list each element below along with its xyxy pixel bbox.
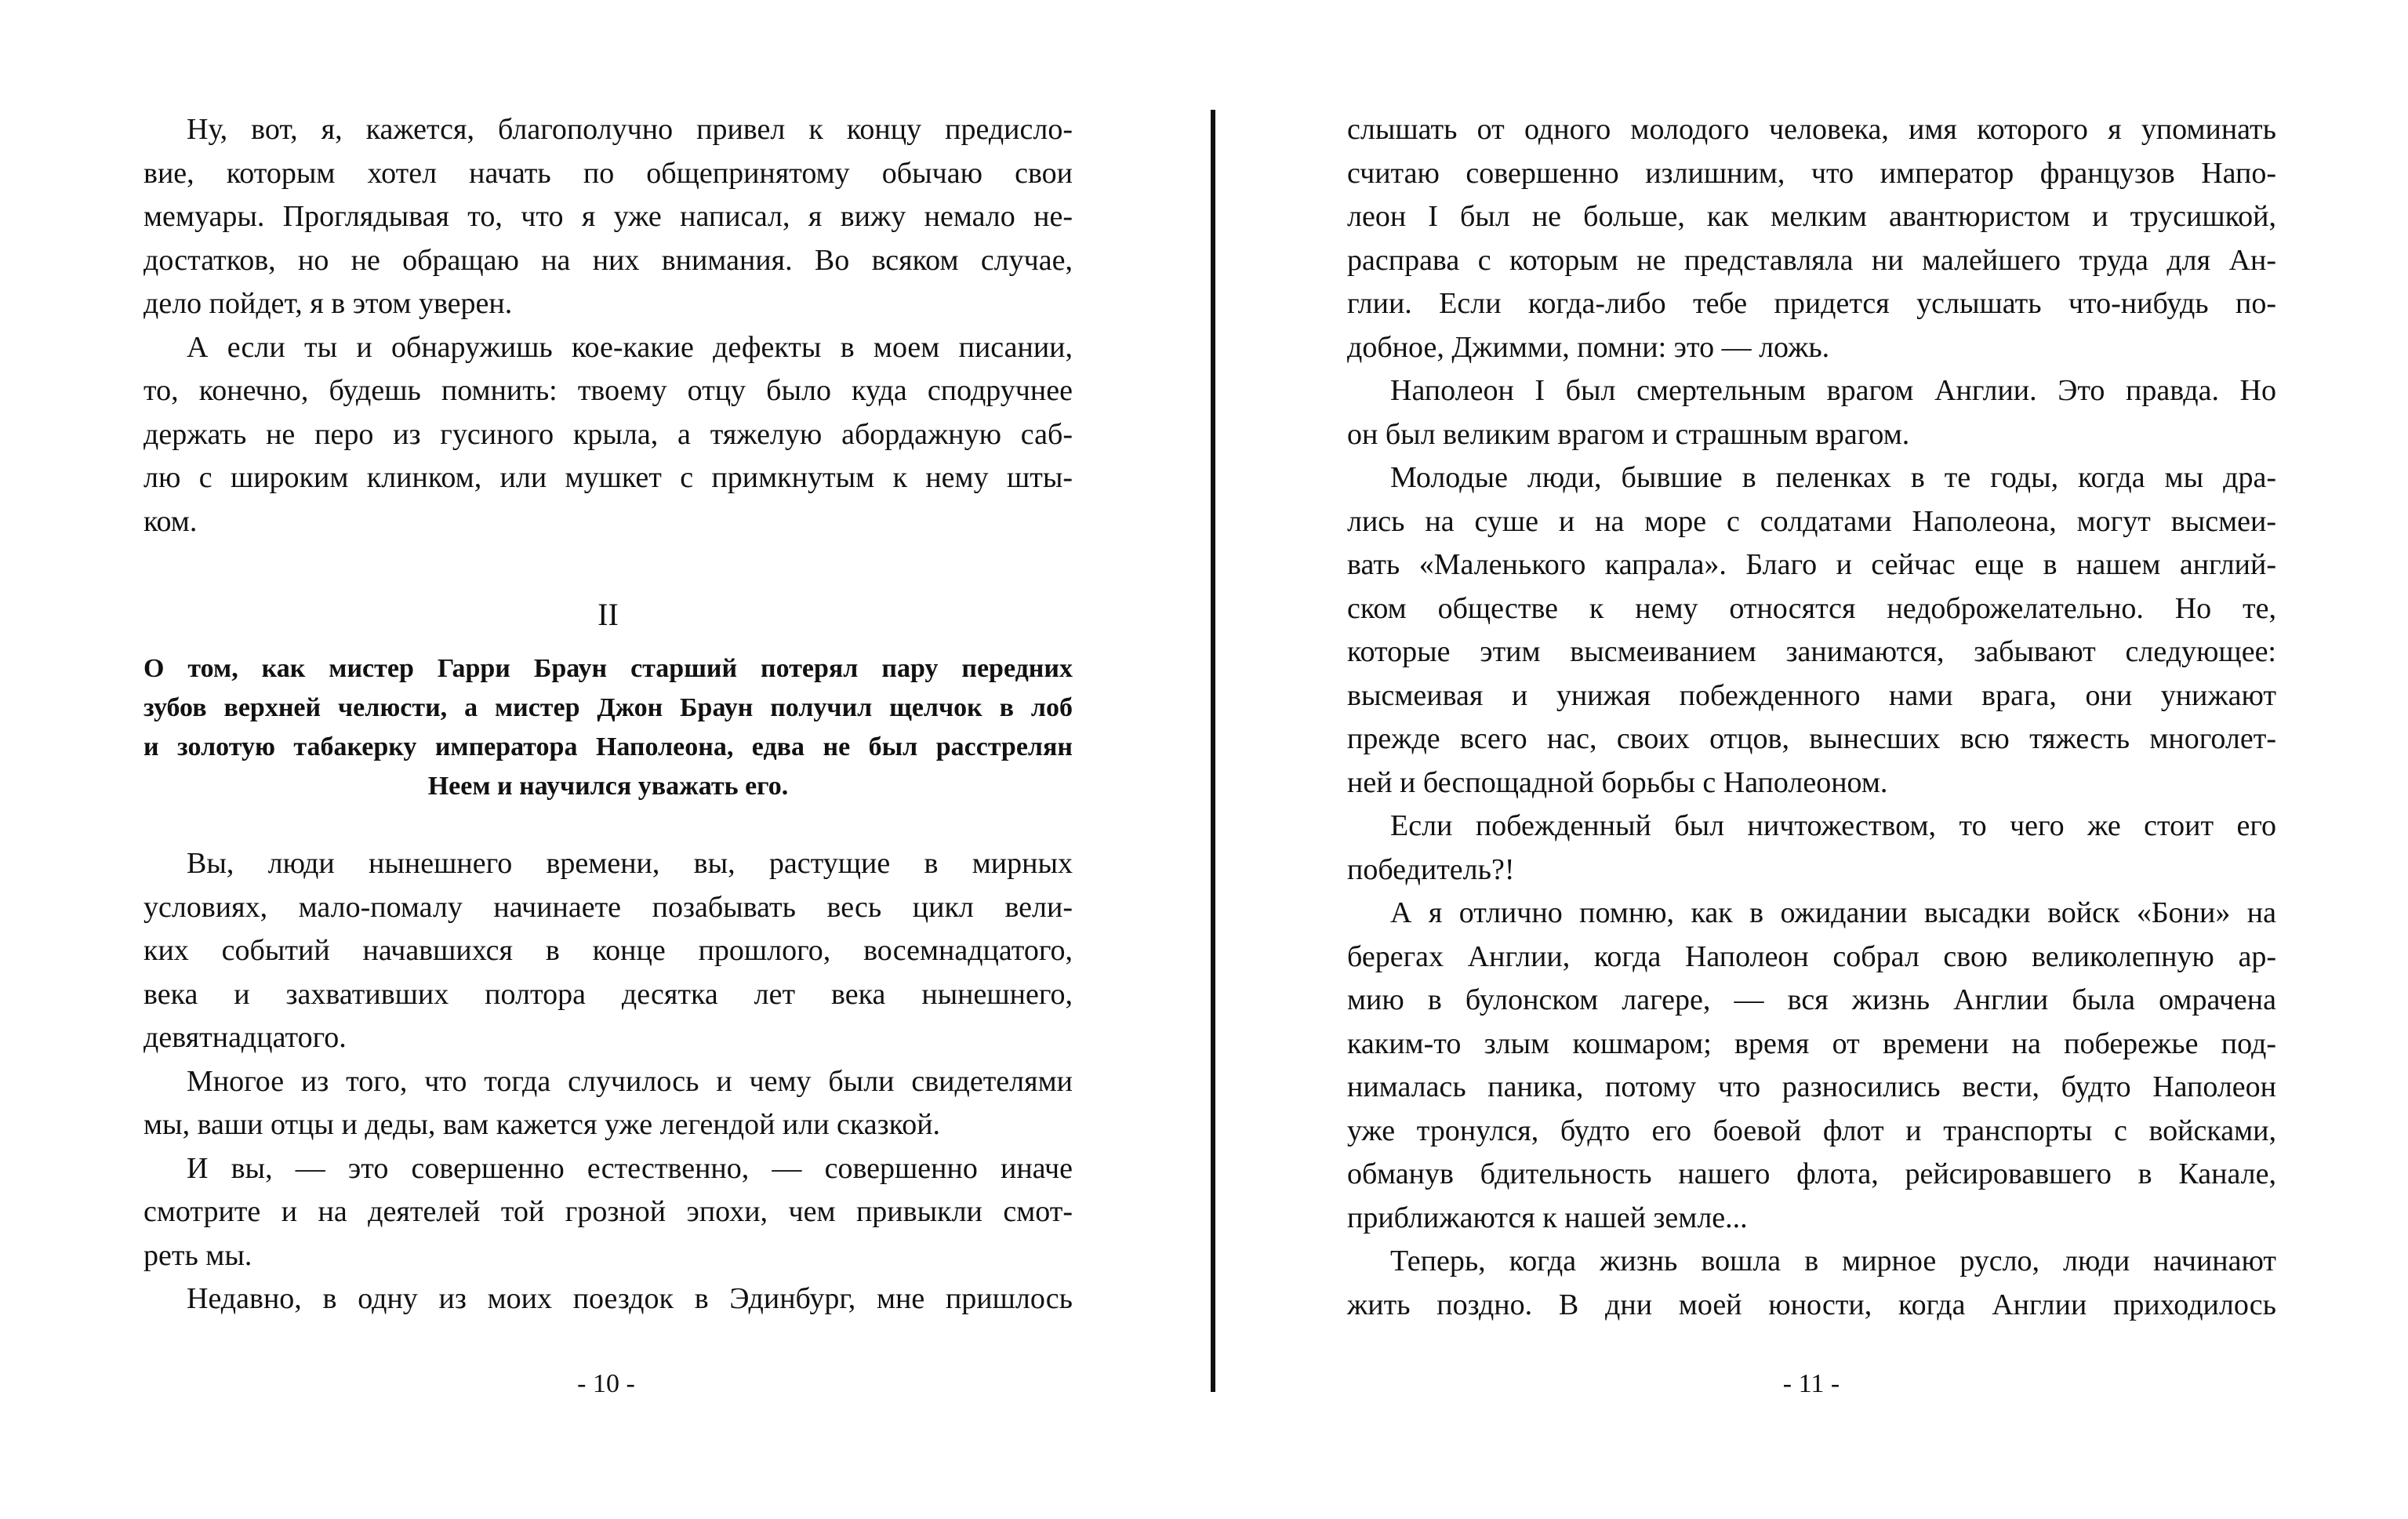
left-page-text-top (143, 108, 1073, 543)
text-line: считаю совершенно излишним, что император французов Напо- (1347, 156, 2276, 190)
left-page-text-bottom (143, 842, 1073, 1321)
text-line: лись на суше и на море с солдатами Наполеона, могут высмеи- (1347, 504, 2276, 538)
chapter-title-line: и золотую табакерку императора Наполеона, едва не был расстрелян (143, 732, 1073, 761)
text-line: обманув бдительность нашего флота, рейсировавшего в Канале, (1347, 1157, 2276, 1190)
text-line: Если побежденный был ничтожеством, то чего же стоит его (1390, 809, 2276, 842)
text-line: А если ты и обнаружишь кое-какие дефекты в моем писании, (187, 330, 1073, 364)
text-line: то, конечно, будешь помнить: твоему отцу было куда сподручнее (143, 374, 1073, 407)
text-line: мию в булонском лагере, — вся жизнь Англии была омрачена (1347, 983, 2276, 1016)
text-line: Теперь, когда жизнь вошла в мирное русло, люди начинают (1390, 1245, 2276, 1277)
chapter-title-line: Неем и научился уважать его. (427, 772, 789, 801)
text-line: Вы, люди нынешнего времени, вы, растущие в мирных (187, 847, 1073, 880)
chapter-numeral: II (597, 597, 619, 632)
text-line: А я отлично помню, как в ожидании высадки войск «Бони» на (1390, 896, 2276, 929)
text-line: мемуары. Проглядывая то, что я уже написал, я вижу немало не- (143, 200, 1073, 233)
text-line: И вы, — это совершенно естественно, — совершенно иначе (187, 1151, 1073, 1185)
text-line: он был великим врагом и страшным врагом. (1347, 417, 1910, 451)
text-line: вать «Маленького капрала». Благо и сейчас еще в нашем англий- (1347, 548, 2276, 581)
text-line: расправа с которым не представляла ни малейшего труда для Ан- (1347, 243, 2276, 277)
page-number-right: - 11 - (1782, 1369, 1840, 1398)
text-line: леон I был не больше, как мелким авантюристом и трусишкой, (1347, 200, 2276, 233)
text-line: Недавно, в одну из моих поездок в Эдинбург, мне пришлось (187, 1282, 1073, 1315)
text-line: приближаются к нашей земле... (1347, 1201, 1748, 1234)
text-line: каким-то злым кошмаром; время от времени на побережье под- (1347, 1027, 2276, 1060)
text-line: нималась паника, потому что разносились вести, будто Наполеон (1347, 1070, 2276, 1103)
text-line: берегах Англии, когда Наполеон собрал свою великолепную ар- (1347, 939, 2276, 973)
chapter-title (143, 649, 1073, 806)
text-line: уже тронулся, будто его боевой флот и транспорты с войсками, (1347, 1114, 2276, 1147)
text-line: дело пойдет, я в этом уверен. (143, 287, 513, 320)
text-line: добное, Джимми, помни: это — ложь. (1347, 330, 1830, 364)
right-page-text (1347, 108, 2276, 1327)
spine-divider (1211, 110, 1215, 1392)
text-line: смотрите и на деятелей той грозной эпохи, чем привыкли смот- (143, 1195, 1073, 1228)
text-line: века и захвативших полтора десятка лет века нынешнего, (143, 977, 1073, 1011)
text-line: слышать от одного молодого человека, имя которого я упоминать (1347, 113, 2276, 146)
text-line: ких событий начавшихся в конце прошлого, восемнадцатого, (143, 934, 1073, 967)
text-line: прежде всего нас, своих отцов, вынесших всю тяжесть многолет- (1347, 722, 2276, 755)
text-line: условиях, мало-помалу начинаете позабывать весь цикл вели- (143, 890, 1073, 924)
text-line: ком. (143, 504, 198, 538)
text-line: жить поздно. В дни моей юности, когда Англии приходилось (1347, 1288, 2276, 1321)
text-line: Наполеон I был смертельным врагом Англии. Это правда. Но (1390, 374, 2276, 407)
chapter-title-line: зубов верхней челюсти, а мистер Джон Браун получил щелчок в лоб (143, 693, 1073, 722)
text-line: ском обществе к нему относятся недоброжелательно. Но те, (1347, 591, 2276, 625)
text-line: которые этим высмеиванием занимаются, забывают следующее: (1347, 635, 2276, 668)
text-line: держать не перо из гусиного крыла, а тяжелую абордажную саб- (143, 417, 1073, 451)
text-line: мы, ваши отцы и деды, вам кажется уже легендой или сказкой. (143, 1108, 941, 1141)
text-line: победитель?! (1347, 852, 1515, 886)
text-line: девятнадцатого. (143, 1021, 347, 1054)
text-line: вие, которым хотел начать по общепринятому обычаю свои (143, 156, 1073, 190)
text-line: ней и беспощадной борьбы с Наполеоном. (1347, 765, 1888, 799)
text-line: Многое из того, что тогда случилось и чему были свидетелями (187, 1064, 1073, 1098)
text-line: глии. Если когда-либо тебе придется услышать что-нибудь по- (1347, 287, 2276, 320)
text-line: Молодые люди, бывшие в пеленках в те годы, когда мы дра- (1390, 461, 2276, 494)
text-line: реть мы. (143, 1238, 252, 1272)
text-line: достатков, но не обращаю на них внимания. Во всяком случае, (143, 243, 1073, 277)
text-line: Ну, вот, я, кажется, благополучно привел к концу предисло- (187, 113, 1073, 146)
chapter-title-line: О том, как мистер Гарри Браун старший потерял пару передних (143, 654, 1073, 683)
page-number-left: - 10 - (577, 1369, 635, 1398)
text-line: лю с широким клинком, или мушкет с примкнутым к нему шты- (143, 461, 1073, 494)
text-line: высмеивая и унижая побежденного нами врага, они унижают (1347, 678, 2276, 712)
